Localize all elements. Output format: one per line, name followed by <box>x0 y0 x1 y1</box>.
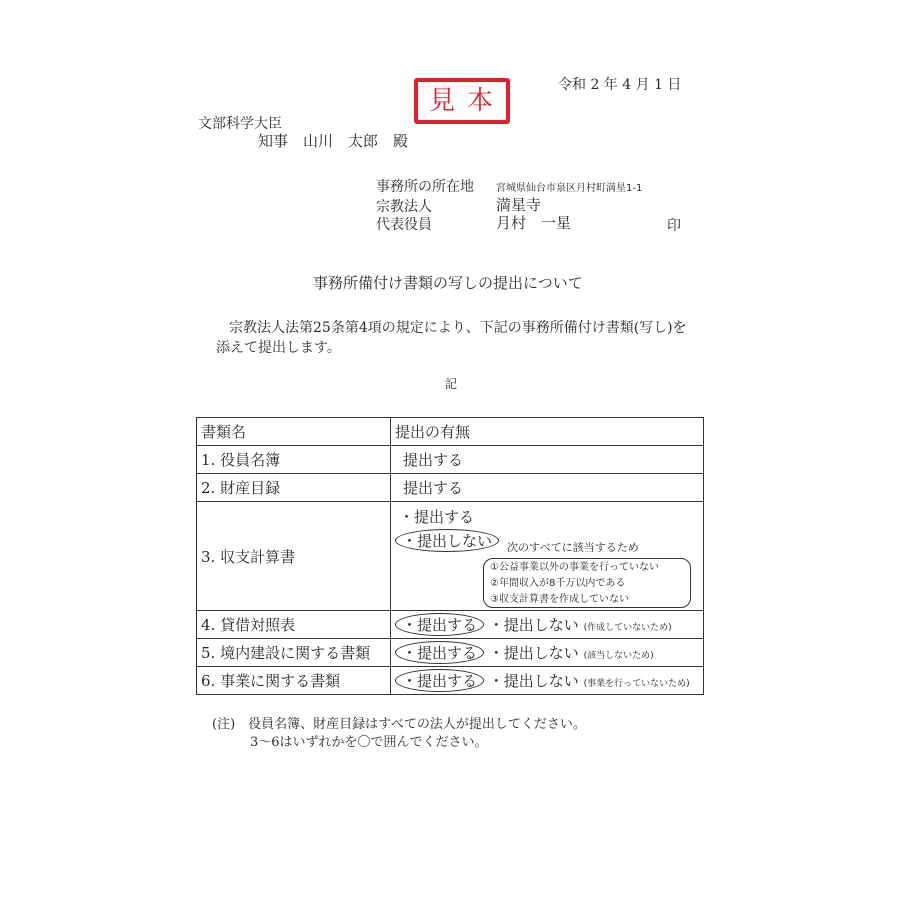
corp-label: 宗教法人 <box>376 199 432 215</box>
table-row <box>197 611 704 639</box>
row-1-name: 1. 役員名簿 <box>197 446 391 474</box>
row-3-option-not-submit-circled: ・提出しない <box>395 529 499 552</box>
document-date: 令和 2 年 4 月 1 日 <box>558 77 682 93</box>
table-row <box>197 474 704 502</box>
body-line-1: 宗教法人法第25条第4項の規定により、下記の事務所備付け書類(写し)を <box>229 320 687 336</box>
table-row <box>197 446 704 474</box>
row-1-value: 提出する <box>391 446 704 474</box>
row-3-reason-intro: 次のすべてに該当するため <box>507 541 639 554</box>
row-5-note: (該当しないため) <box>583 651 654 661</box>
row-2-name: 2. 財産目録 <box>197 474 391 502</box>
row-4-name: 4. 貸借対照表 <box>197 611 391 639</box>
note-line-2: 3～6はいずれかを〇で囲んでください。 <box>250 735 488 750</box>
row-6-name: 6. 事業に関する書類 <box>197 667 391 695</box>
row-3-name: 3. 収支計算書 <box>197 502 391 611</box>
row-6-note: (事業を行っていないため) <box>583 679 690 689</box>
seal-mark: 印 <box>667 218 681 234</box>
row-3-options <box>391 502 703 610</box>
corp-name: 満星寺 <box>496 196 542 214</box>
row-4-option-submit-circled: ・提出する <box>395 613 484 636</box>
address-value: 宮城県仙台市泉区月村町満星1-1 <box>496 183 643 194</box>
table-row <box>197 639 704 667</box>
reason-item: ③収支計算書を作成していない <box>490 594 629 605</box>
row-5-option-not-submit: ・提出しない <box>488 644 579 662</box>
document-table <box>196 417 704 695</box>
row-2-value: 提出する <box>391 474 704 502</box>
reason-item: ①公益事業以外の事業を行っていない <box>490 562 659 573</box>
header-submission: 提出の有無 <box>391 418 704 446</box>
document-subject: 事務所備付け書類の写しの提出について <box>313 274 583 292</box>
row-3-option-submit: ・提出する <box>399 508 475 526</box>
table-row <box>197 667 704 695</box>
row-6-option-not-submit: ・提出しない <box>488 672 579 690</box>
rep-name: 月村 一星 <box>496 214 572 232</box>
row-6-option-submit-circled: ・提出する <box>395 669 484 692</box>
header-doc-name: 書類名 <box>197 418 391 446</box>
recipient-title: 文部科学大臣 <box>198 116 282 132</box>
address-label: 事務所の所在地 <box>376 179 474 195</box>
row-5-name: 5. 境内建設に関する書類 <box>197 639 391 667</box>
row-5-option-submit-circled: ・提出する <box>395 641 484 664</box>
row-4-note: (作成していないため) <box>583 623 672 633</box>
table-header-row <box>197 418 704 446</box>
reason-item: ②年間収入が8千万以内である <box>490 578 626 589</box>
row-4-option-not-submit: ・提出しない <box>488 616 579 634</box>
recipient-name: 知事 山川 太郎 殿 <box>258 132 409 150</box>
table-row <box>197 502 704 611</box>
row-3-reasons <box>483 558 691 608</box>
body-line-2: 添えて提出します。 <box>216 340 341 356</box>
rep-label: 代表役員 <box>376 217 432 233</box>
note-line-1: (注) 役員名簿、財産目録はすべての法人が提出してください。 <box>212 717 586 732</box>
ki-label: 記 <box>445 377 458 391</box>
sample-stamp: 見本 <box>414 78 510 124</box>
